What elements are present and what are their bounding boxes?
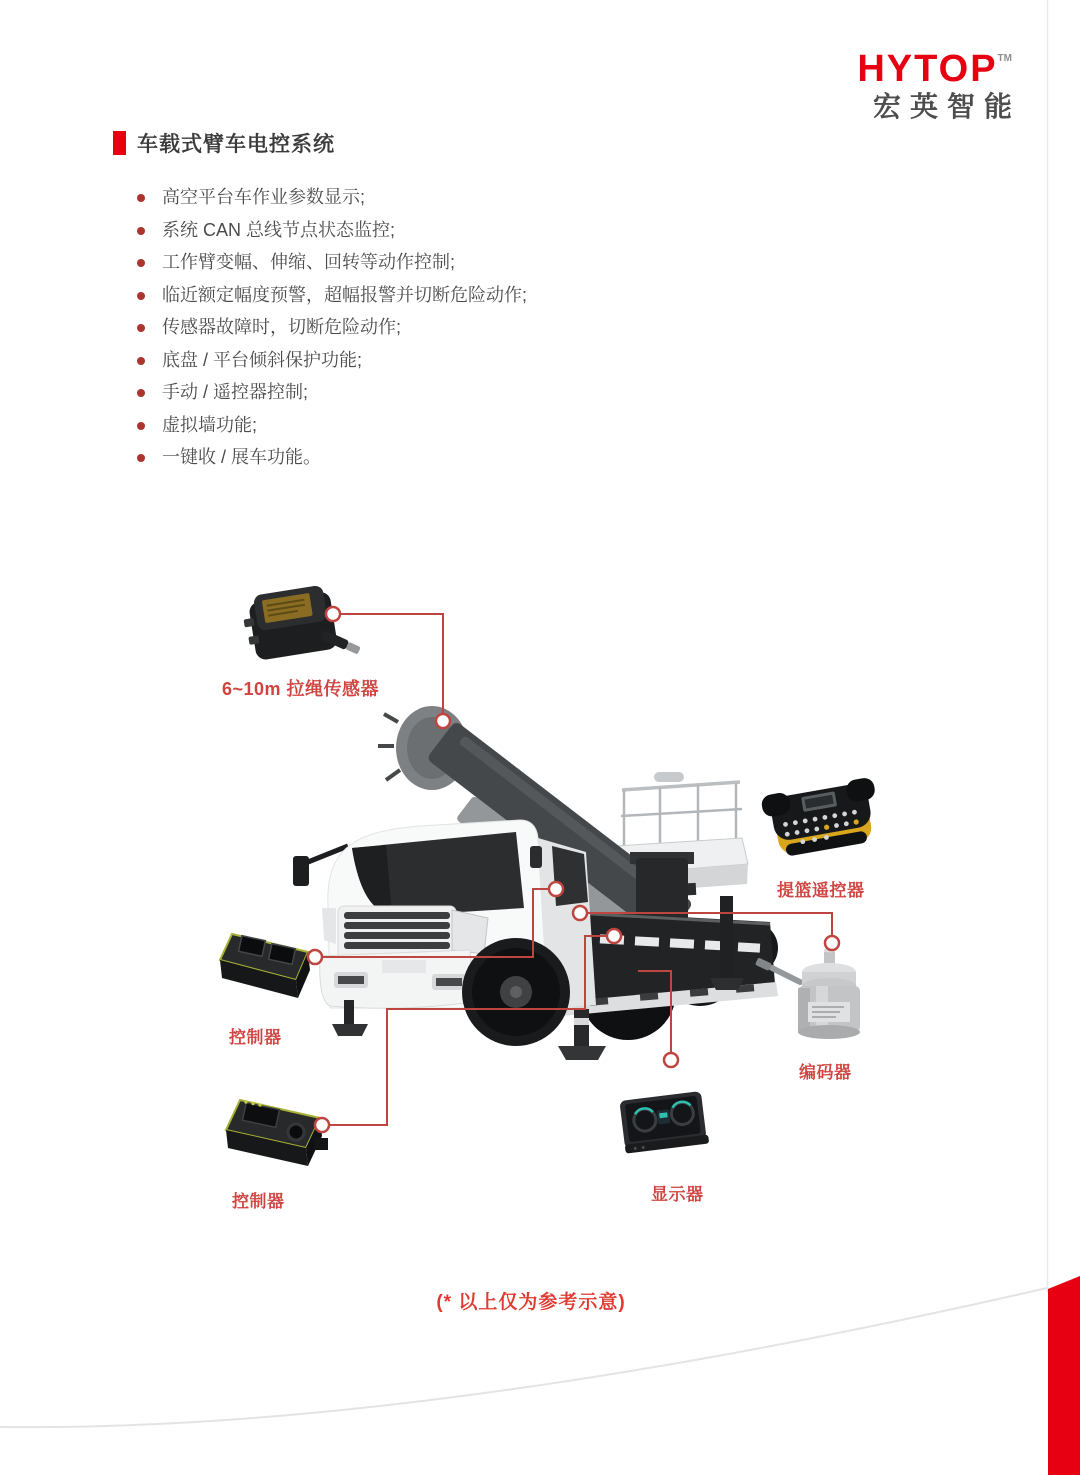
feature-text: 传感器故障时，切断危险动作; [162, 317, 401, 337]
callout-ring [315, 1118, 329, 1132]
feature-text: 工作臂变幅、伸缩、回转等动作控制; [162, 252, 455, 272]
feature-text: 临近额定幅度预警，超幅报警并切断危险动作; [162, 284, 527, 305]
controller-top-image [220, 934, 310, 998]
brand-logo-chinese-name: 宏英智能 [872, 91, 1021, 122]
label-remote-controller: 提篮遥控器 [777, 881, 865, 900]
label-display: 显示器 [651, 1185, 704, 1204]
callout-ring [664, 1053, 678, 1067]
feature-text: 虚拟墙功能; [162, 414, 258, 435]
reference-note: (* 以上仅为参考示意) [436, 1292, 626, 1313]
remote-controller-image [760, 777, 883, 860]
callout-ring [436, 714, 450, 728]
page-title: 车载式臂车电控系统 [137, 133, 335, 156]
callout-ring [549, 882, 563, 896]
feature-text: 系统 CAN 总线节点状态监控; [162, 219, 396, 240]
callout-ring [607, 929, 621, 943]
pull-rope-sensor-image [240, 584, 361, 662]
feature-text: 手动 / 遥控器控制; [162, 382, 309, 402]
feature-text: 底盘 / 平台倾斜保护功能; [162, 349, 363, 370]
brand-logo-text: HYTOP [857, 48, 998, 90]
front-wheel [462, 938, 570, 1046]
callout-ring [326, 607, 340, 621]
label-controller-top: 控制器 [229, 1028, 282, 1047]
callout-ring [573, 906, 587, 920]
label-encoder: 编码器 [799, 1063, 852, 1082]
truck-illustration [293, 706, 778, 1060]
trademark-symbol: TM [997, 53, 1012, 64]
label-pull-rope-sensor: 6~10m 拉绳传感器 [222, 679, 380, 699]
feature-text: 高空平台车作业参数显示; [162, 187, 365, 207]
label-controller-bottom: 控制器 [232, 1192, 285, 1211]
feature-text: 一键收 / 展车功能。 [162, 447, 322, 467]
display-image [619, 1091, 709, 1154]
controller-bottom-image [226, 1100, 328, 1166]
callout-ring [825, 936, 839, 950]
callout-ring [308, 950, 322, 964]
